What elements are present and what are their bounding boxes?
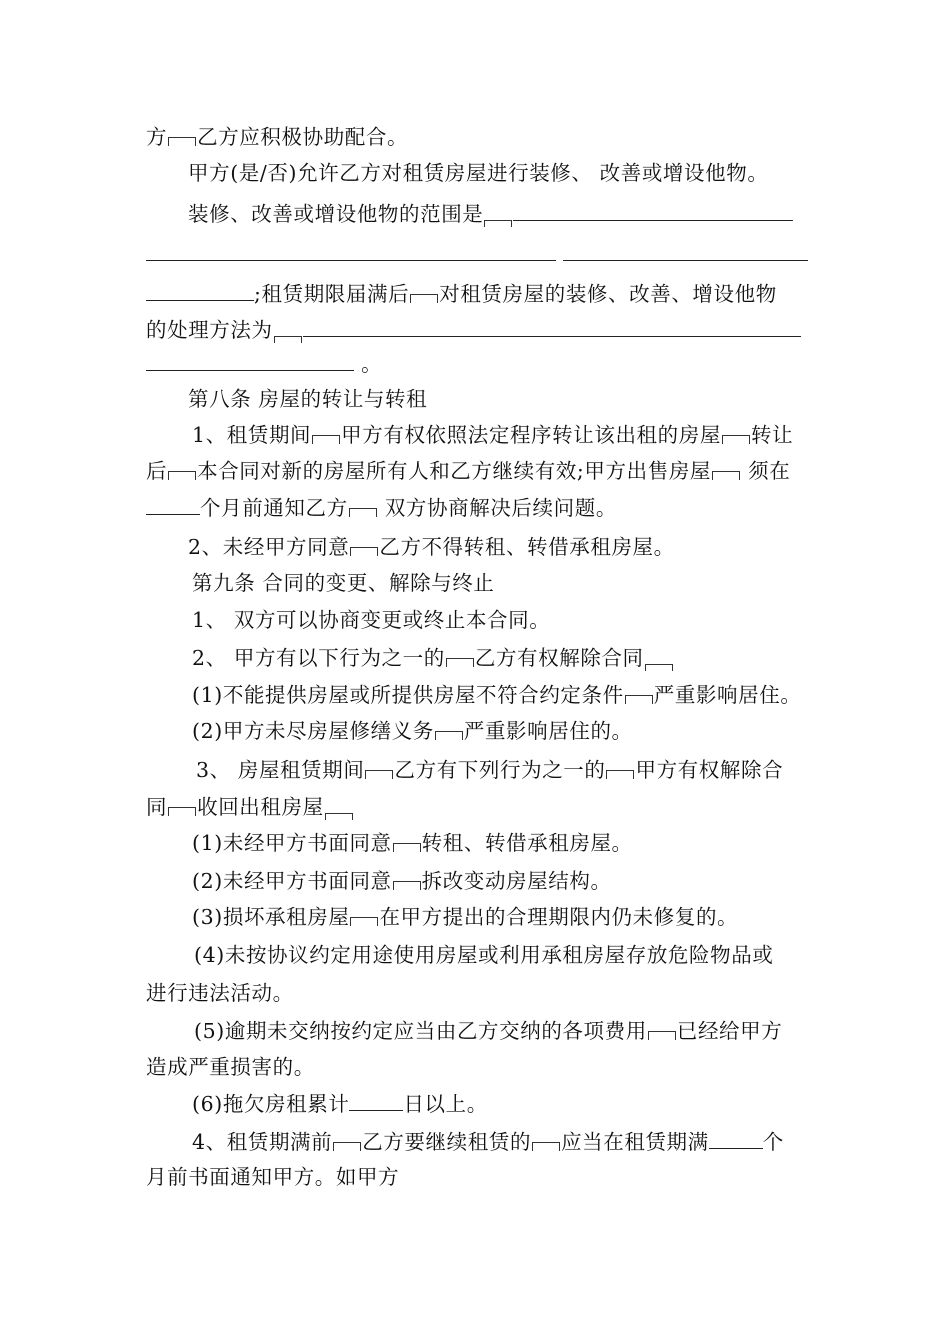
text-segment: 乙方有下列行为之一的 [394,758,606,782]
text-segment: (1)未经甲方书面同意 [192,831,392,855]
text-segment: 严重影响居住。 [653,683,802,707]
paragraph-line: 1、 双方可以协商变更或终止本合同。 [192,608,551,632]
comma-placeholder-mark [168,807,196,816]
comma-placeholder-mark [712,471,740,480]
text-segment: 对租赁房屋的装修、改善、增设他物 [439,282,777,306]
paragraph-line [192,866,612,896]
text-segment: 1、租赁期间 [192,423,312,447]
comma-placeholder-mark [435,731,463,740]
comma-placeholder-mark [532,1142,560,1151]
fill-blank [146,348,354,371]
comma-placeholder-mark [168,137,196,146]
paragraph-line [188,532,675,562]
text-segment: 同 [146,795,168,819]
comma-placeholder-mark [648,1031,676,1040]
paragraph-line [146,314,801,345]
fill-blank [563,238,808,261]
paragraph-line [192,828,633,858]
paragraph-line: 进行违法活动。 [146,981,294,1005]
text-segment: 3、 房屋租赁期间 [196,758,365,782]
comma-placeholder-mark [606,770,634,779]
comma-placeholder-mark [168,471,196,480]
text-segment: 方 [146,125,168,149]
text-segment: 乙方有权解除合同 [474,646,644,670]
text-segment: 甲方有权解除合 [635,758,784,782]
paragraph-line: 造成严重损害的。 [146,1055,315,1079]
text-segment: (2)未经甲方书面同意 [192,869,392,893]
text-segment: (1)不能提供房屋或所提供房屋不符合约定条件 [192,683,624,707]
comma-placeholder-mark [446,658,474,667]
text-segment: 2、未经甲方同意 [188,535,350,559]
paragraph-line [146,456,790,486]
comma-placeholder-mark [625,695,653,704]
text-segment: 在甲方提出的合理期限内仍未修复的。 [379,905,739,929]
paragraph-line: 月前书面通知甲方。如甲方 [146,1165,400,1189]
paragraph-line [194,1016,782,1046]
paragraph-line [188,198,793,229]
text-segment: (6)拖欠房租累计 [192,1092,350,1116]
colon-placeholder-mark [484,220,512,227]
comma-placeholder-mark [393,843,421,852]
paragraph-line [192,1126,784,1157]
text-segment: 双方协商解决后续问题。 [377,496,617,520]
paragraph-line: (4)未按协议约定用途使用房屋或利用承租房屋存放危险物品或 [194,943,774,967]
text-segment: 转租、转借承租房屋。 [421,831,633,855]
text-segment: 本合同对新的房屋所有人和乙方继续有效;甲方出售房屋 [197,459,712,483]
paragraph-line [146,238,808,269]
fill-blank [513,198,793,221]
paragraph-line [192,680,801,710]
text-segment: 收回出租房屋 [197,795,324,819]
text-segment: (5)逾期未交纳按约定应当由乙方交纳的各项费用 [194,1019,647,1043]
colon-placeholder-mark [645,664,673,671]
comma-placeholder-mark [722,435,750,444]
text-segment: 个月前通知乙方 [200,496,348,520]
text-segment: 乙方不得转租、转借承租房屋。 [379,535,675,559]
text-segment: (3)损坏承租房屋 [192,905,350,929]
text-segment: ;租赁期限届满后 [254,282,410,306]
text-segment: (2)甲方未尽房屋修缮义务 [192,719,434,743]
text-segment: 甲方有权依照法定程序转让该出租的房屋 [341,423,721,447]
text-segment: 应当在租赁期满 [561,1130,709,1154]
article-title: 第九条 合同的变更、解除与终止 [192,571,495,595]
comma-placeholder-mark [365,770,393,779]
paragraph-line [192,420,793,450]
fill-blank [146,492,200,515]
paragraph-line [146,348,382,379]
text-segment: 乙方要继续租赁的 [362,1130,532,1154]
paragraph-line [192,902,738,932]
colon-placeholder-mark [274,336,302,343]
paragraph-line [146,492,617,523]
text-segment: 装修、改善或增设他物的范围是 [188,202,484,226]
fill-blank [709,1126,763,1149]
text-segment: 须在 [741,459,791,483]
paragraph-line [196,755,783,785]
text-segment: 转让 [750,423,794,447]
paragraph-line [146,792,354,822]
paragraph-line [146,122,408,152]
paragraph-line: 甲方(是/否)允许乙方对租赁房屋进行装修、 改善或增设他物。 [188,161,769,185]
comma-placeholder-mark [312,435,340,444]
text-segment: 个 [762,1130,784,1154]
text-segment: 日以上。 [403,1092,488,1116]
text-segment: 拆改变动房屋结构。 [421,869,612,893]
text-segment: 4、租赁期满前 [192,1130,333,1154]
text-segment: 乙方应积极协助配合。 [197,125,409,149]
text-segment: 的处理方法为 [146,318,273,342]
fill-blank [146,238,556,261]
text-segment: 。 [361,352,383,376]
fill-blank [349,1088,403,1111]
comma-placeholder-mark [350,917,378,926]
text-segment: 2、 甲方有以下行为之一的 [192,646,445,670]
paragraph-line [192,643,674,673]
article-title: 第八条 房屋的转让与转租 [188,387,428,411]
text-segment: 严重影响居住的。 [463,719,633,743]
text-segment: 已经给甲方 [676,1019,783,1043]
paragraph-line [146,278,777,309]
fill-blank [303,314,801,337]
text-segment: 后 [146,459,168,483]
paragraph-line [192,716,633,746]
colon-placeholder-mark [325,813,353,820]
comma-placeholder-mark [349,508,377,517]
comma-placeholder-mark [350,547,378,556]
comma-placeholder-mark [393,881,421,890]
paragraph-line [192,1088,488,1119]
comma-placeholder-mark [333,1142,361,1151]
comma-placeholder-mark [410,294,438,303]
fill-blank [146,278,254,301]
